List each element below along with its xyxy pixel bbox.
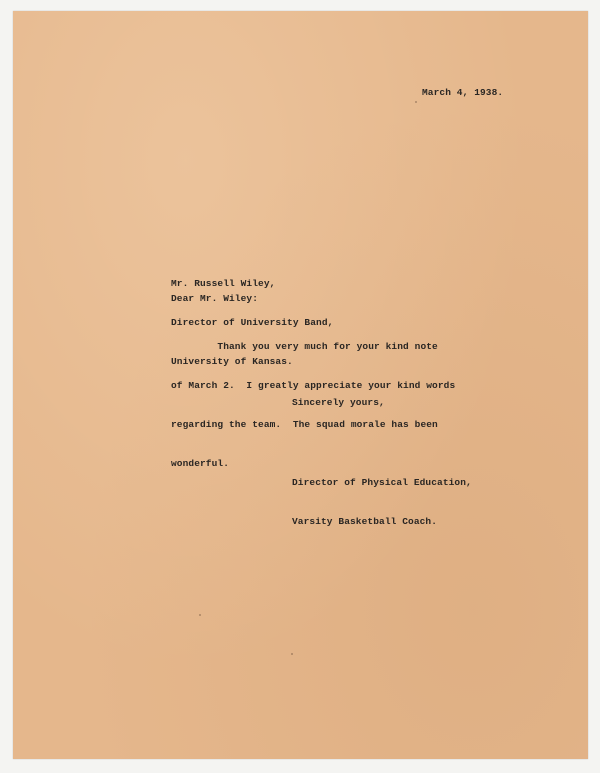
- paper-speck: [291, 653, 293, 655]
- salutation: Dear Mr. Wiley:: [171, 293, 259, 304]
- paper-speck: [415, 101, 417, 103]
- signature-title: Varsity Basketball Coach.: [292, 516, 438, 527]
- letter-page: [13, 11, 588, 759]
- signature-title: Director of Physical Education,: [292, 477, 472, 488]
- closing: Sincerely yours,: [292, 397, 385, 408]
- paper-speck: [199, 614, 201, 616]
- recipient-name: Mr. Russell Wiley,: [171, 278, 276, 289]
- recipient-title: Director of University Band,: [171, 317, 334, 328]
- recipient-institution: University of Kansas.: [171, 356, 293, 367]
- body-line: wonderful.: [171, 458, 230, 469]
- body-line: of March 2. I greatly appreciate your kind words: [171, 380, 456, 391]
- body-line: regarding the team. The squad morale has been: [171, 419, 438, 430]
- body-line: Thank you very much for your kind note: [171, 341, 438, 352]
- signature-block: [292, 450, 472, 554]
- letter-date: March 4, 1938.: [422, 87, 504, 98]
